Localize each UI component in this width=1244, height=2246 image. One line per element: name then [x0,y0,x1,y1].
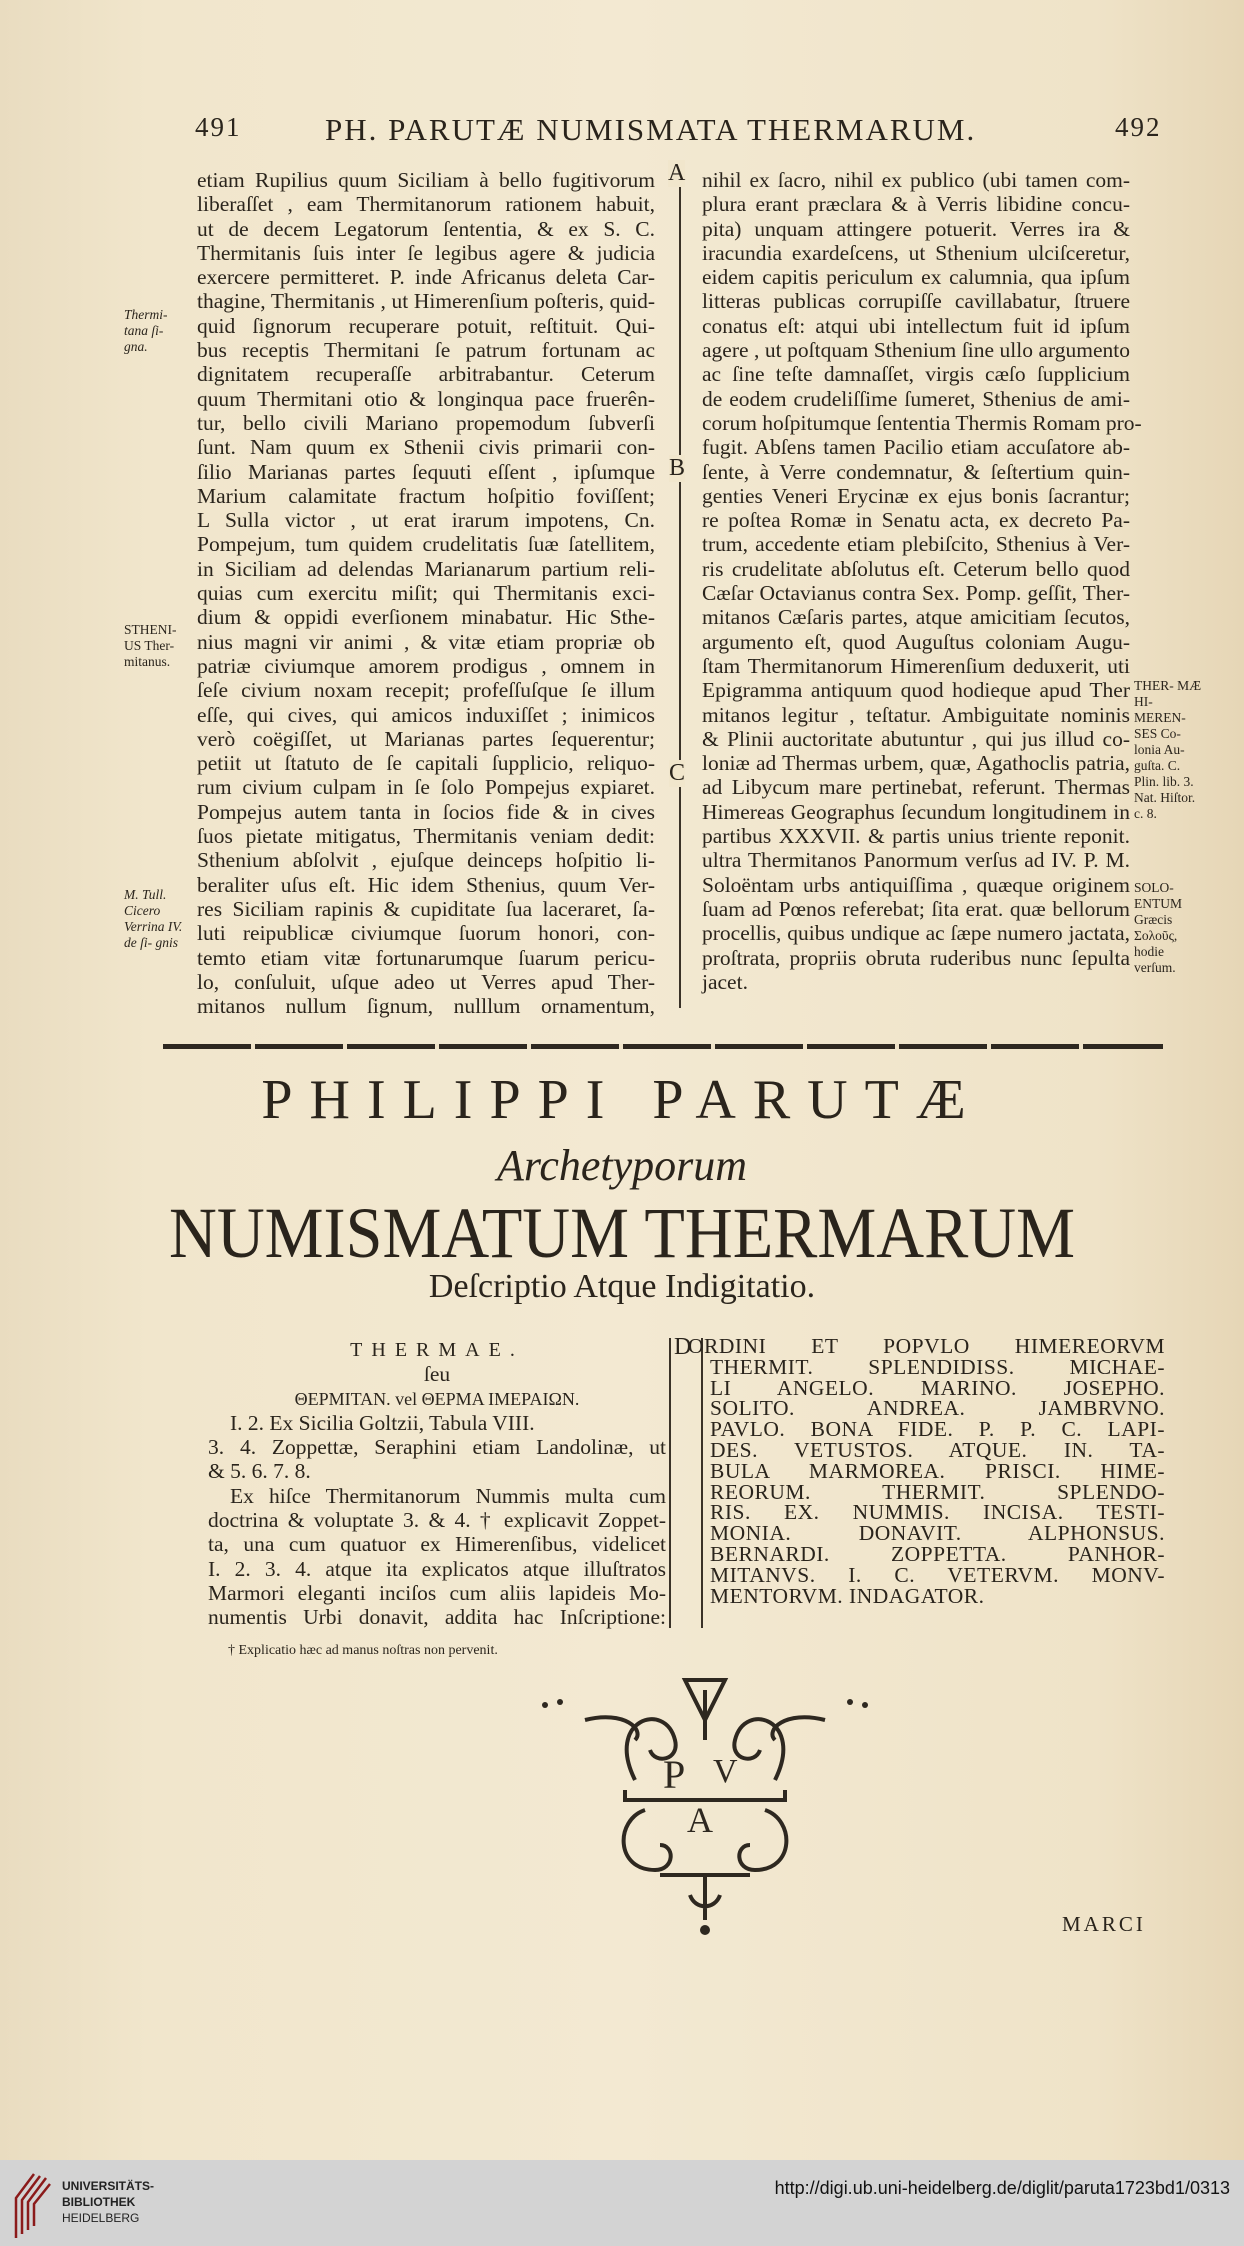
text-line: ſunt. Nam quum ex Sthenii civis primarii con- [197,435,655,460]
lower-left-column [208,1338,666,1630]
margin-note: THER- MÆ HI- MEREN- SES Co- lonia Au- guſta. C. Plin. lib. 3. Nat. Hiſtor. c. 8. [1134,678,1202,821]
text-line: liberaſſet , eam Thermitanorum rationem habuit, [197,192,655,217]
text-line: loniæ ad Thermas urbem, quæ, Agathoclis patria, [702,751,1130,776]
title-line-3: NUMISMATUM THERMARUM [168,1193,1075,1273]
inscription-line: ORDINI ET POPVLO HIMEREORVM [688,1334,1165,1358]
ornamental-rule [163,1044,1163,1049]
margin-note: M. Tull. Cicero Verrina IV. de ſi- gnis [124,887,183,950]
text-line: bus receptis Thermitani ſe patrum fortunam ac [197,338,655,363]
seu-text: ſeu [423,1362,451,1387]
text-line: verò coëgiſſet, ut Marianas partes ſequerentur; [197,726,655,751]
section-heading: THERMAE. [350,1339,524,1361]
text-line: quias cum exercitu miſit; qui Thermitanis exci- [197,581,655,606]
left-text-column [197,168,655,1018]
inscription-line: MITANVS. I. C. VETERVM. MONV- [710,1562,1165,1587]
text-line: corum hoſpitumque ſententia Thermis Romam pro- [702,410,1142,435]
text-line: Soloëntam urbs antiquiſſima , quæque originem [702,872,1130,897]
margin-note: STHENI- US Ther- mitanus. [124,622,177,669]
text-line: fugit. Abſens tamen Pacilio etiam accuſatore ab- [702,435,1130,460]
text-line: ut de decem Legatorum ſententia, & ex S. C. [197,216,655,241]
text-line: L Sulla victor , ut erat irarum impotens, Cn. [197,508,655,533]
text-line: ultra Thermitanos Panormum verſus ad IV. P. M. [702,848,1130,873]
text-line: ſtam Thermitanorum Himerenſium deduxerit, uti [702,653,1130,678]
logo-text-line3: HEIDELBERG [62,2211,140,2225]
title-line-4: Deſcriptio Atque Indigitatio. [428,1268,816,1305]
ornament-letter-a: A [687,1800,713,1840]
text-line: patriæ civiumque amorem prodigus , omnem in [197,653,655,678]
text-line: genties Veneri Erycinæ ex ejus bonis ſacrantur; [702,483,1130,508]
text-line: agere , ut poſtquam Sthenium ſine ullo argumento [702,338,1130,363]
text-line: nius magni vir animi , & vitæ etiam propriæ ob [197,629,655,654]
inscription-line: SOLITO. ANDREA. JAMBRVNO. [710,1396,1165,1421]
text-line: ad Libycum mare pertinebat, referunt. Thermas [702,775,1130,800]
text-line: Sthenium abſolvit , ejuſque deinceps hoſpitio li- [197,848,655,873]
text-line: I. 2. 3. 4. atque ita explicatos atque illuſtratos [208,1556,666,1581]
text-line: re poſtea Romæ in Senatu acta, ex decreto Pa- [702,508,1130,533]
ornament-letter-v: V [713,1753,738,1790]
margin-note: SOLO- ENTUM Græcis Σολοῦς, hodie verſum. [1134,880,1182,975]
text-line: 3. 4. Zoppettæ, Seraphini etiam Landolinæ, ut [208,1435,666,1460]
text-line: proſtrata, propriis obruta ruderibus nunc ſepulta [702,945,1130,970]
text-line: quum Thermitani otio & longinqua pace fruerên- [197,386,655,411]
text-line: ſeſe civium noxam recepit; profeſſuſque ſe illum [197,678,655,703]
text-line: ſente, à Verre condemnatur, & ſeſtertium quin- [702,459,1130,484]
text-line: ſuos pietate mitigatus, Thermitanis veniam dedit: [197,824,655,849]
text-line: jacet. [702,969,748,994]
library-logo-icon [12,2168,52,2240]
catchword: MARCI [1062,1912,1146,1936]
ornament-letter-p: P [663,1752,686,1797]
text-line: litteras publicas corrupiſſe cavillabatur, ſtruere [702,289,1130,314]
text-line: plura erant præclara & à Verris libidine concu- [702,192,1130,217]
text-line: exercere permitteret. P. inde Africanus deleta Car- [197,265,655,290]
inscription-line: PAVLO. BONA FIDE. P. P. C. LAPI- [710,1417,1165,1442]
text-line: eſſe, qui cives, qui amicos induxiſſet ; inimicos [197,702,655,727]
inscription-line: REORUM. THERMIT. SPLENDO- [710,1479,1165,1504]
inscription-line: RIS. EX. NUMMIS. INCISA. TESTI- [710,1500,1165,1525]
section-letter-d: D [674,1334,692,1360]
inscription-line: MENTORVM. INDAGATOR. [710,1583,985,1608]
text-line: etiam Rupilius quum Siciliam à bello fugitivorum [197,168,655,192]
printers-ornament [525,1660,885,1940]
logo-text-line1: UNIVERSITÄTS- [62,2179,155,2193]
text-line: beraliter uſus eſt. Hic idem Sthenius, quum Ver- [197,872,655,897]
text-line: ſilio Marianas partes ſequuti eſſent , ipſumque [197,459,655,484]
page-number-right: 492 [1115,112,1162,142]
library-footer [0,2160,1244,2246]
text-line: & Plinii auctoritate abutuntur , qui jus illud co- [702,726,1130,751]
column-divider [679,178,681,1008]
permalink-url[interactable]: http://digi.ub.uni-heidelberg.de/diglit/paruta1723bd1/0313 [774,2178,1230,2198]
right-text-column [702,168,1142,994]
inscription-line: MONIA. DONAVIT. ALPHONSUS. [710,1521,1165,1546]
text-line: petiit ut ſtatuto de ſe capitali ſupplicio, reliquo- [197,751,655,776]
text-line: Pompejus autem tanta in ſocios fide & in cives [197,799,655,824]
inscription-line: BERNARDI. ZOPPETTA. PANHOR- [710,1541,1165,1566]
text-line: ſuam ad Pœnos referebat; ſita erat. quæ bellorum [702,896,1130,921]
text-line: pita) unquam attingere potuerit. Verres ira & [702,216,1130,241]
text-line: iracundia exardeſcens, ut Sthenium ulciſceretur, [702,240,1130,265]
text-line: nihil ex ſacro, nihil ex publico (ubi tamen com- [702,168,1130,192]
text-line: eidem capitis periculum ex calumnia, qua ipſum [702,265,1130,290]
footnote: † Explicatio hæc ad manus noſtras non pervenit. [228,1643,498,1658]
running-title: PH. PARUTÆ NUMISMATA THERMARUM. [325,112,977,147]
text-line: I. 2. Ex Sicilia Goltzii, Tabula VIII. [230,1410,535,1435]
text-line: Ex hiſce Thermitanorum Nummis multa cum [230,1483,666,1508]
text-line: res Siciliam rapinis & cupiditate ſua laceraret, ſa- [197,896,655,921]
text-line: lo, conſuluit, uſque adeo ut Verres apud Ther- [197,969,655,994]
title-line-2: Archetyporum [496,1141,748,1190]
text-line: luti reipublicæ civiumque ſuorum honori, con- [197,921,655,946]
text-line: ris crudelitate abſolutus eſt. Ceterum bello quod [702,556,1130,581]
text-line: rum civium culpam in ſe ſolo Pompejus expiaret. [197,775,655,800]
inscription-line: BULA MARMOREA. PRISCI. HIME- [710,1458,1165,1483]
text-line: partibus XXXVII. & partis unius triente reponit. [702,824,1130,849]
margin-note: Thermi- tana ſi- gna. [124,307,168,354]
text-line: dium & oppidi everſionem minabatur. Hic Sthe- [197,605,655,630]
section-letter-b: B [669,455,686,481]
section-letter-c: C [669,760,686,786]
text-line: & 5. 6. 7. 8. [208,1459,311,1484]
text-line: in Siciliam ad delendas Marianarum partium reli- [197,556,655,581]
inscription-line: LI ANGELO. MARINO. JOSEPHO. [710,1375,1165,1400]
text-line: mitanos nullum ſignum, nulllum ornamentum, [197,994,655,1019]
text-line: Epigramma antiquum quod hodieque apud Ther [702,678,1130,703]
text-line: argumento eſt, quod Auguſtus coloniam Augu- [702,629,1130,654]
text-line: Cæſar Octavianus contra Sex. Pomp. geſſit, Ther- [702,581,1130,606]
text-line: ac ſine teſte damnaſſet, virgis cæſo ſupplicium [702,362,1130,387]
greek-heading: ΘΕΡΜΙΤΑΝ. vel ΘΕΡΜΑ ΙΜΕΡΑΙΩΝ. [294,1388,580,1409]
logo-text-line2: BIBLIOTHEK [62,2195,136,2209]
text-line: procellis, quibus undique ac ſæpe numero jactata, [702,921,1130,946]
text-line: temto etiam vitæ fortunarumque ſuarum pericu- [197,945,655,970]
text-line: conatus eſt: atqui ubi intellectum fuit id ipſum [702,313,1130,338]
text-line: ta, una cum quatuor ex Himerenſibus, videlicet [208,1532,666,1557]
text-line: Marium calamitate fractum hoſpitio foviſſent; [197,483,655,508]
title-line-1: PHILIPPI PARUTÆ [261,1069,983,1131]
text-line: thagine, Thermitanis , ut Himerenſium poſteris, quid- [197,289,655,314]
text-line: Thermitanis ſuis inter ſe legibus agere & judicia [197,240,655,265]
column-divider [669,1338,671,1628]
text-line: numentis Urbi donavit, addita hac Inſcriptione: [208,1605,666,1630]
text-line: mitanos legitur , teſtatur. Ambiguitate nominis [702,702,1130,727]
text-line: dignitatem recuperaſſe arbitrabantur. Ceterum [197,362,655,387]
inscription [688,1334,1165,1608]
text-line: tur, bello civili Mariano propemodum ſubverſi [197,410,655,435]
text-line: doctrina & voluptate 3. & 4. † explicavit Zoppet- [208,1508,666,1533]
inscription-line: DES. VETUSTOS. ATQUE. IN. TA- [710,1437,1165,1462]
text-line: Marmori eleganti inciſos cum aliis lapideis Mo- [208,1580,666,1605]
text-line: Pompejum, tum quidem crudelitatis ſuæ ſatellitem, [197,532,655,557]
column-divider [701,1338,703,1628]
text-line: de eodem crudeliſſime ſumeret, Sthenius de ami- [702,386,1130,411]
text-line: quid ſignorum recuperare potuit, reſtituit. Qui- [197,313,655,338]
inscription-line: THERMIT. SPLENDIDISS. MICHAE- [710,1354,1165,1379]
section-letter-a: A [668,160,686,186]
text-line: Himereas Geographus ſecundum longitudinem in [702,799,1130,824]
page-number-left: 491 [195,112,242,142]
text-line: mitanos Cæſaris partes, atque amicitiam ſecutos, [702,605,1130,630]
text-line: trum, accedente etiam plebiſcito, Sthenius à Ver- [702,532,1130,557]
